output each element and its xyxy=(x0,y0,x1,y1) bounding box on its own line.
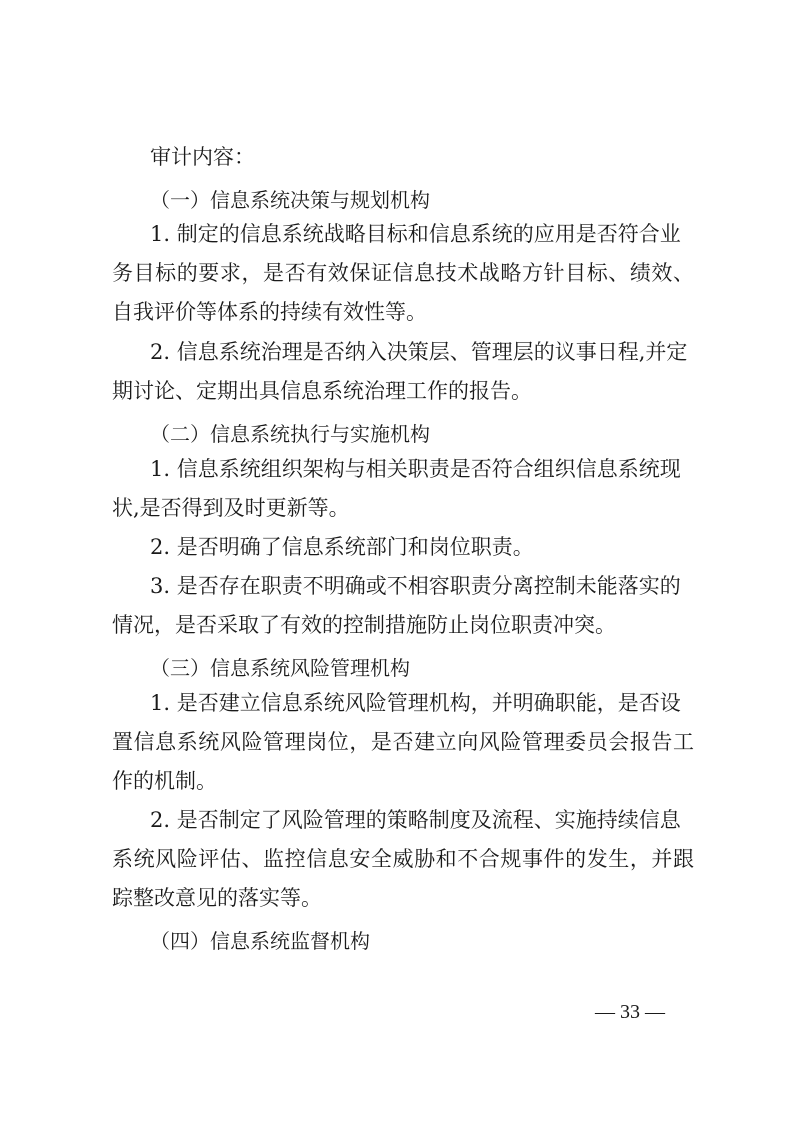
paragraph-line: 状,是否得到及时更新等。 xyxy=(112,496,350,520)
paragraph-line: 1. 是否建立信息系统风险管理机构，并明确职能，是否设 xyxy=(150,691,681,715)
paragraph-line: 作的机制。 xyxy=(112,769,217,793)
heading-3: （三）信息系统风险管理机构 xyxy=(150,656,410,680)
paragraph-line: 踪整改意见的落实等。 xyxy=(112,886,322,910)
section-intro: 审计内容： xyxy=(150,145,255,169)
paragraph-line: 自我评价等体系的持续有效性等。 xyxy=(112,300,427,324)
paragraph-line: 2. 是否明确了信息系统部门和岗位职责。 xyxy=(150,535,534,559)
paragraph-line: 2. 是否制定了风险管理的策略制度及流程、实施持续信息 xyxy=(150,808,681,832)
heading-4: （四）信息系统监督机构 xyxy=(150,929,370,953)
heading-1: （一）信息系统决策与规划机构 xyxy=(150,188,430,212)
paragraph-line: 期讨论、定期出具信息系统治理工作的报告。 xyxy=(112,379,532,403)
paragraph-line: 务目标的要求，是否有效保证信息技术战略方针目标、绩效、 xyxy=(112,261,694,285)
paragraph-line: 1. 制定的信息系统战略目标和信息系统的应用是否符合业 xyxy=(150,222,681,246)
page-number: — 33 — xyxy=(595,1001,665,1023)
paragraph-line: 3. 是否存在职责不明确或不相容职责分离控制未能落实的 xyxy=(150,574,681,598)
paragraph-line: 情况，是否采取了有效的控制措施防止岗位职责冲突。 xyxy=(112,613,616,637)
paragraph-line: 1. 信息系统组织架构与相关职责是否符合组织信息系统现 xyxy=(150,457,681,481)
paragraph-line: 置信息系统风险管理岗位，是否建立向风险管理委员会报告工 xyxy=(112,730,694,754)
paragraph-line: 2. 信息系统治理是否纳入决策层、管理层的议事日程,并定 xyxy=(150,340,688,364)
paragraph-line: 系统风险评估、监控信息安全威胁和不合规事件的发生，并跟 xyxy=(112,847,694,871)
heading-2: （二）信息系统执行与实施机构 xyxy=(150,422,430,446)
